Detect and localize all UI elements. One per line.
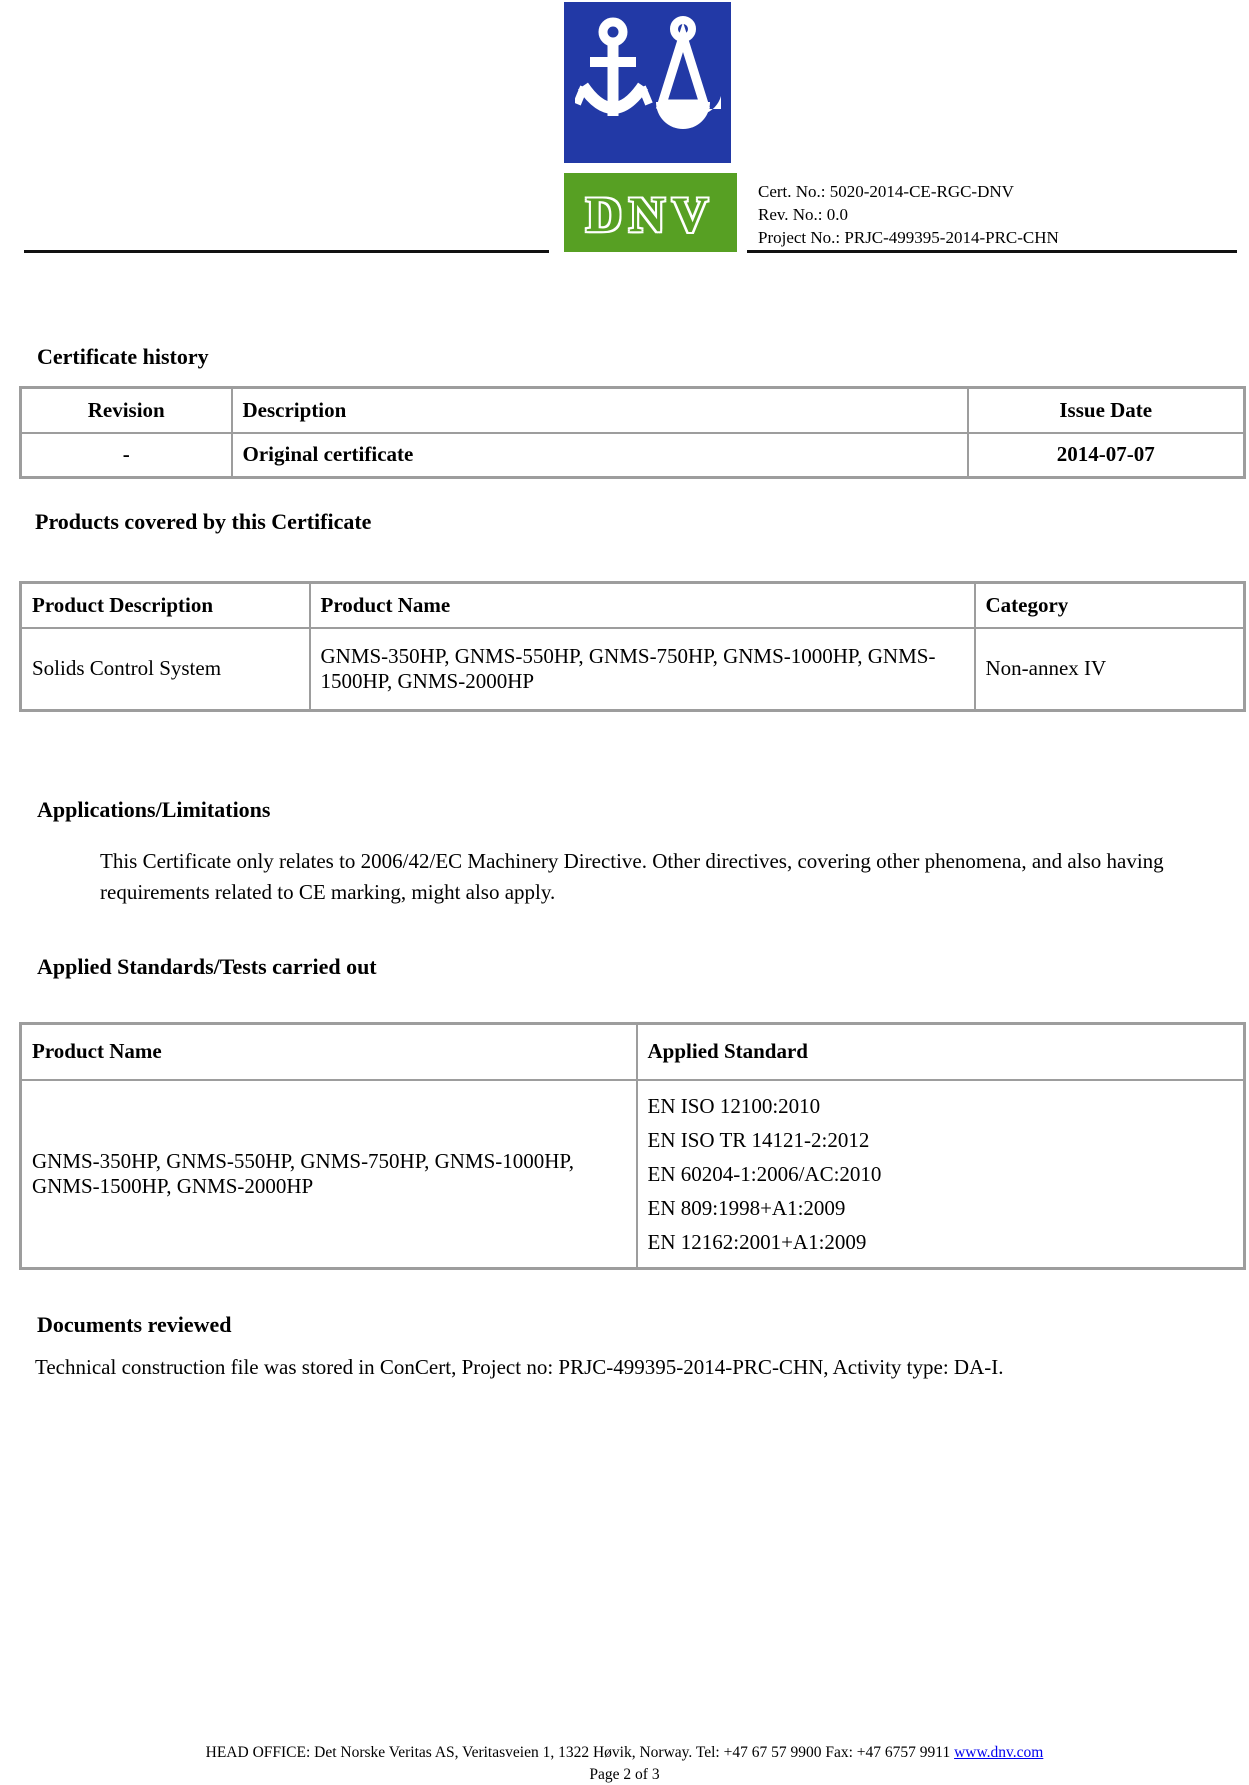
cert-info-block — [758, 180, 1059, 249]
project-number: Project No.: PRJC-499395-2014-PRC-CHN — [758, 228, 1059, 247]
emblem-graphic — [575, 14, 721, 152]
section-title-products-covered: Products covered by this Certificate — [35, 509, 372, 534]
anchor-icon — [577, 22, 649, 116]
standard-line: EN 60204-1:2006/AC:2010 — [647, 1161, 882, 1186]
section-title-applied-standards: Applied Standards/Tests carried out — [37, 954, 377, 979]
section-title-certificate-history: Certificate history — [37, 344, 209, 369]
product-name-header: Product Name — [21, 1024, 637, 1080]
header-rule-right — [747, 250, 1237, 253]
category-cell: Non-annex IV — [975, 628, 1245, 711]
product-name-header: Product Name — [310, 583, 975, 628]
product-description-header: Product Description — [21, 583, 310, 628]
page-footer — [0, 1742, 1249, 1785]
dnv-logo-text: DNV — [585, 185, 716, 242]
scales-icon — [656, 20, 721, 129]
product-description-cell: Solids Control System — [21, 628, 310, 711]
standard-line: EN ISO TR 14121-2:2012 — [647, 1127, 870, 1152]
applications-limitations-paragraph: This Certificate only relates to 2006/42/EC Machinery Directive. Other directives, covering other phenomena, and also having requirements related to CE marking, might also apply. — [100, 849, 1164, 904]
documents-reviewed-paragraph: Technical construction file was stored in ConCert, Project no: PRJC-499395-2014-PRC-CHN, Activity type: DA-I. — [35, 1355, 1004, 1379]
dnv-website-link[interactable]: www.dnv.com — [954, 1744, 1044, 1761]
revision-number: Rev. No.: 0.0 — [758, 205, 849, 224]
head-office-line — [0, 1742, 1249, 1764]
description-header: Description — [232, 388, 968, 433]
revision-header: Revision — [21, 388, 232, 433]
standard-line: EN ISO 12100:2010 — [647, 1093, 821, 1118]
table-row — [21, 1080, 1245, 1269]
certificate-history-table — [19, 386, 1246, 479]
product-name-cell: GNMS-350HP, GNMS-550HP, GNMS-750HP, GNMS-1000HP, GNMS-1500HP, GNMS-2000HP — [310, 628, 975, 711]
issue-date-header: Issue Date — [968, 388, 1245, 433]
issue-date-cell: 2014-07-07 — [968, 433, 1245, 478]
dnv-logo — [564, 173, 737, 252]
products-covered-table — [19, 581, 1246, 712]
applied-standard-cell — [637, 1080, 1245, 1269]
dnv-emblem — [564, 2, 731, 163]
page-number: Page 2 of 3 — [589, 1766, 660, 1783]
standard-line: EN 12162:2001+A1:2009 — [647, 1229, 867, 1254]
applied-standards-table — [19, 1022, 1246, 1270]
head-office-text: HEAD OFFICE: Det Norske Veritas AS, Veritasveien 1, 1322 Høvik, Norway. Tel: +47 67 57 9900 Fax: +47 6757 9911 — [205, 1744, 955, 1761]
applied-standard-header: Applied Standard — [637, 1024, 1245, 1080]
product-name-cell: GNMS-350HP, GNMS-550HP, GNMS-750HP, GNMS-1000HP, GNMS-1500HP, GNMS-2000HP — [21, 1080, 637, 1269]
section-title-applications-limitations: Applications/Limitations — [37, 797, 271, 822]
table-row — [21, 628, 1245, 711]
header-rule-left — [24, 250, 549, 253]
revision-cell: - — [21, 433, 232, 478]
category-header: Category — [975, 583, 1245, 628]
section-title-documents-reviewed: Documents reviewed — [37, 1312, 232, 1337]
cert-number: Cert. No.: 5020-2014-CE-RGC-DNV — [758, 182, 1014, 201]
table-row — [21, 433, 1245, 478]
standard-line: EN 809:1998+A1:2009 — [647, 1195, 846, 1220]
description-cell: Original certificate — [232, 433, 968, 478]
